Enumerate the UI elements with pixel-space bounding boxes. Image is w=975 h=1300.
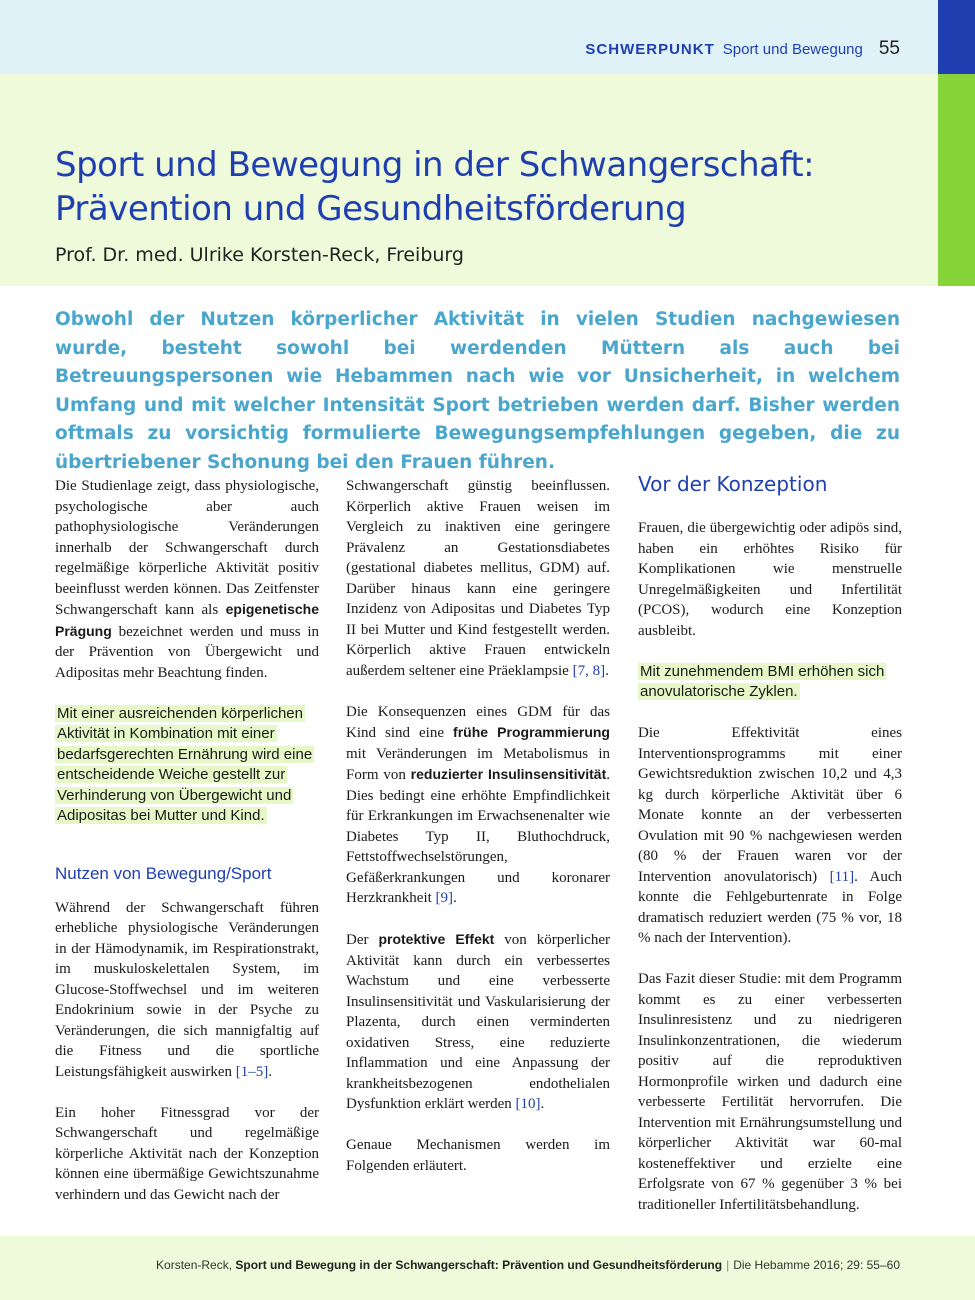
paragraph: Die Effektivität eines Interventionsprogramms mit einer Gewichtsreduktion zwischen 10,2 und 4,3 kg durch körperliche Aktivität über 6 Monate konnte an der verbesserten Ovulation mit 90 % nachgewiesen werden (80 % der Frauen waren vor der Intervention anovulatorisch) [11]. Auch konnte die Fehlgeburtenrate in Folge dramatisch reduziert werden (75 % vor, 18 % nach der Intervention).	[638, 725, 902, 946]
column-3	[638, 472, 902, 1236]
page-number: 55	[878, 38, 900, 59]
bold-term: epigenetische Prägung	[55, 601, 319, 639]
paragraph: Die Studienlage zeigt, dass physiologische, psychologische aber auch pathophysiologische Veränderungen innerhalb der Schwangerschaft durch regelmäßige körperliche Aktivität positiv beeinflusst werden können. Das Zeitfenster Schwangerschaft kann als epigenetische Prägung bezeichnet werden und muss in der Prävention von Übergewicht und Adipositas mehr Beachtung finden.	[55, 478, 319, 681]
paragraph: Der protektive Effekt von körperlicher Aktivität kann durch ein verbessertes Wachstum und eine verbesserte Insulinsensitivität und Vaskularisierung der Plazenta, durch einen verminderten oxidativen Stress, eine reduzierte Inflammation und eine Anpassung der krankheitsbezogenen endothelialen Dysfunktion erklärt werden [10].	[346, 931, 610, 1112]
running-head-topic: Sport und Bewegung	[722, 41, 863, 58]
header-band	[0, 0, 938, 74]
bold-term: frühe Programmierung	[453, 724, 610, 740]
footer-separator: |	[726, 1258, 730, 1272]
footer-title: Sport und Bewegung in der Schwangerschaft: Prävention und Gesundheitsförderung	[235, 1258, 723, 1272]
citation-link[interactable]: [10]	[515, 1096, 541, 1112]
footer-author: Korsten-Reck,	[156, 1258, 236, 1272]
side-tab-green	[938, 74, 975, 286]
column-2	[346, 476, 610, 1197]
paragraph: Schwangerschaft günstig beeinflussen. Körperlich aktive Frauen weisen im Vergleich zu inaktiven eine geringere Prävalenz an Gestationsdiabetes (gestational diabetes mellitus, GDM) auf. Darüber hinaus kann eine geringere Inzidenz von Adipositas und Diabetes Typ II bei Mutter und Kind festgestellt werden. Körperlich aktive Frauen entwickeln außerdem seltener eine Präeklampsie [7, 8].	[346, 478, 610, 679]
highlight-box: Mit zunehmendem BMI erhöhen sich anovulatorische Zyklen.	[640, 662, 885, 700]
paragraph: Während der Schwangerschaft führen erhebliche physiologische Veränderungen in der Hämodynamik, im Respirationstrakt, im muskuloskelettalen System, im Glucose-Stoffwechsel und im weiteren Endokrinium sowie in der Psyche zu Veränderungen, die sich mannigfaltig auf die Fitness und die sportliche Leistungsfähigkeit auswirken [1–5].	[55, 899, 319, 1080]
paragraph: Die Konsequenzen eines GDM für das Kind sind eine frühe Programmierung mit Veränderungen im Metabolismus in Form von reduzierter Insulinsensitivität. Dies bedingt eine erhöhte Empfindlichkeit für Erkrankungen im Erwachsenenalter wie Diabetes Typ II, Bluthochdruck, Fettstoffwechselstörungen, Gefäßerkrankungen und koronarer Herzkrankheit [9].	[346, 703, 610, 906]
article-author: Prof. Dr. med. Ulrike Korsten-Reck, Freiburg	[55, 244, 464, 266]
side-tab-blue	[938, 0, 975, 74]
bold-term: reduzierter Insulinsensitivität	[410, 766, 607, 782]
citation-link[interactable]: [9]	[435, 890, 454, 906]
citation-link[interactable]: [1–5]	[235, 1063, 269, 1080]
section-heading: Vor der Konzeption	[638, 472, 828, 496]
column-1	[55, 476, 319, 1226]
section-heading: Nutzen von Bewegung/Sport	[55, 863, 272, 883]
footer-citation	[156, 1258, 900, 1272]
lead-paragraph: Obwohl der Nutzen körperlicher Aktivität in vielen Studien nachgewiesen wurde, besteht sowohl bei werdenden Müttern als auch bei Betreuungspersonen wie Hebammen nach wie vor Unsicherheit, in welchem Umfang und mit welcher Intensität Sport betrieben werden darf. Bisher werden oftmals zu vorsichtig formulierte Bewegungsempfehlungen gegeben, die zu übertriebener Schonung bei den Frauen führen.	[55, 309, 900, 473]
citation-link[interactable]: [7, 8]	[572, 662, 606, 679]
paragraph: Frauen, die übergewichtig oder adipös sind, haben ein erhöhtes Risiko für Komplikationen wie menstruelle Unregelmäßigkeiten und Infertilität (PCOS), wodurch eine Konzeption ausbleibt.	[638, 520, 902, 639]
footer-journal: Die Hebamme 2016; 29: 55–60	[733, 1258, 900, 1272]
paragraph: Genaue Mechanismen werden im Folgenden erläutert.	[346, 1137, 610, 1174]
bold-term: protektive Effekt	[378, 931, 495, 947]
paragraph: Das Fazit dieser Studie: mit dem Programm kommt es zu einer verbesserten Insulinresistenz und zu niedrigeren Insulinkonzentrationen, die wiederum positiv auf die reproduktiven Hormonprofile wirken und dadurch eine verbesserte Fertilität hervorrufen. Die Intervention mit Ernährungsumstellung und körperlicher Aktivität war 60-mal kosteneffektiver und erzielte eine Erfolgsrate von 67 % gegenüber 3 % bei traditioneller Infertilitätsbehandlung.	[638, 971, 902, 1213]
paragraph: Ein hoher Fitnessgrad vor der Schwangerschaft und regelmäßige körperliche Aktivität nach der Konzeption können eine übermäßige Gewichtszunahme verhindern und das Gewicht nach der	[55, 1104, 319, 1203]
article-title: Sport und Bewegung in der Schwangerschaft: Prävention und Gesundheitsförderung	[55, 145, 815, 229]
citation-link[interactable]: [11]	[829, 868, 855, 885]
highlight-box: Mit einer ausreichenden körperlichen Aktivität in Kombination mit einer bedarfsgerechten Ernährung wird eine entscheidende Weiche gestellt zur Verhinderung von Übergewicht und Adipositas bei Mutter und Kind.	[57, 704, 313, 824]
running-head	[585, 38, 900, 60]
running-head-section: SCHWERPUNKT	[585, 41, 715, 58]
